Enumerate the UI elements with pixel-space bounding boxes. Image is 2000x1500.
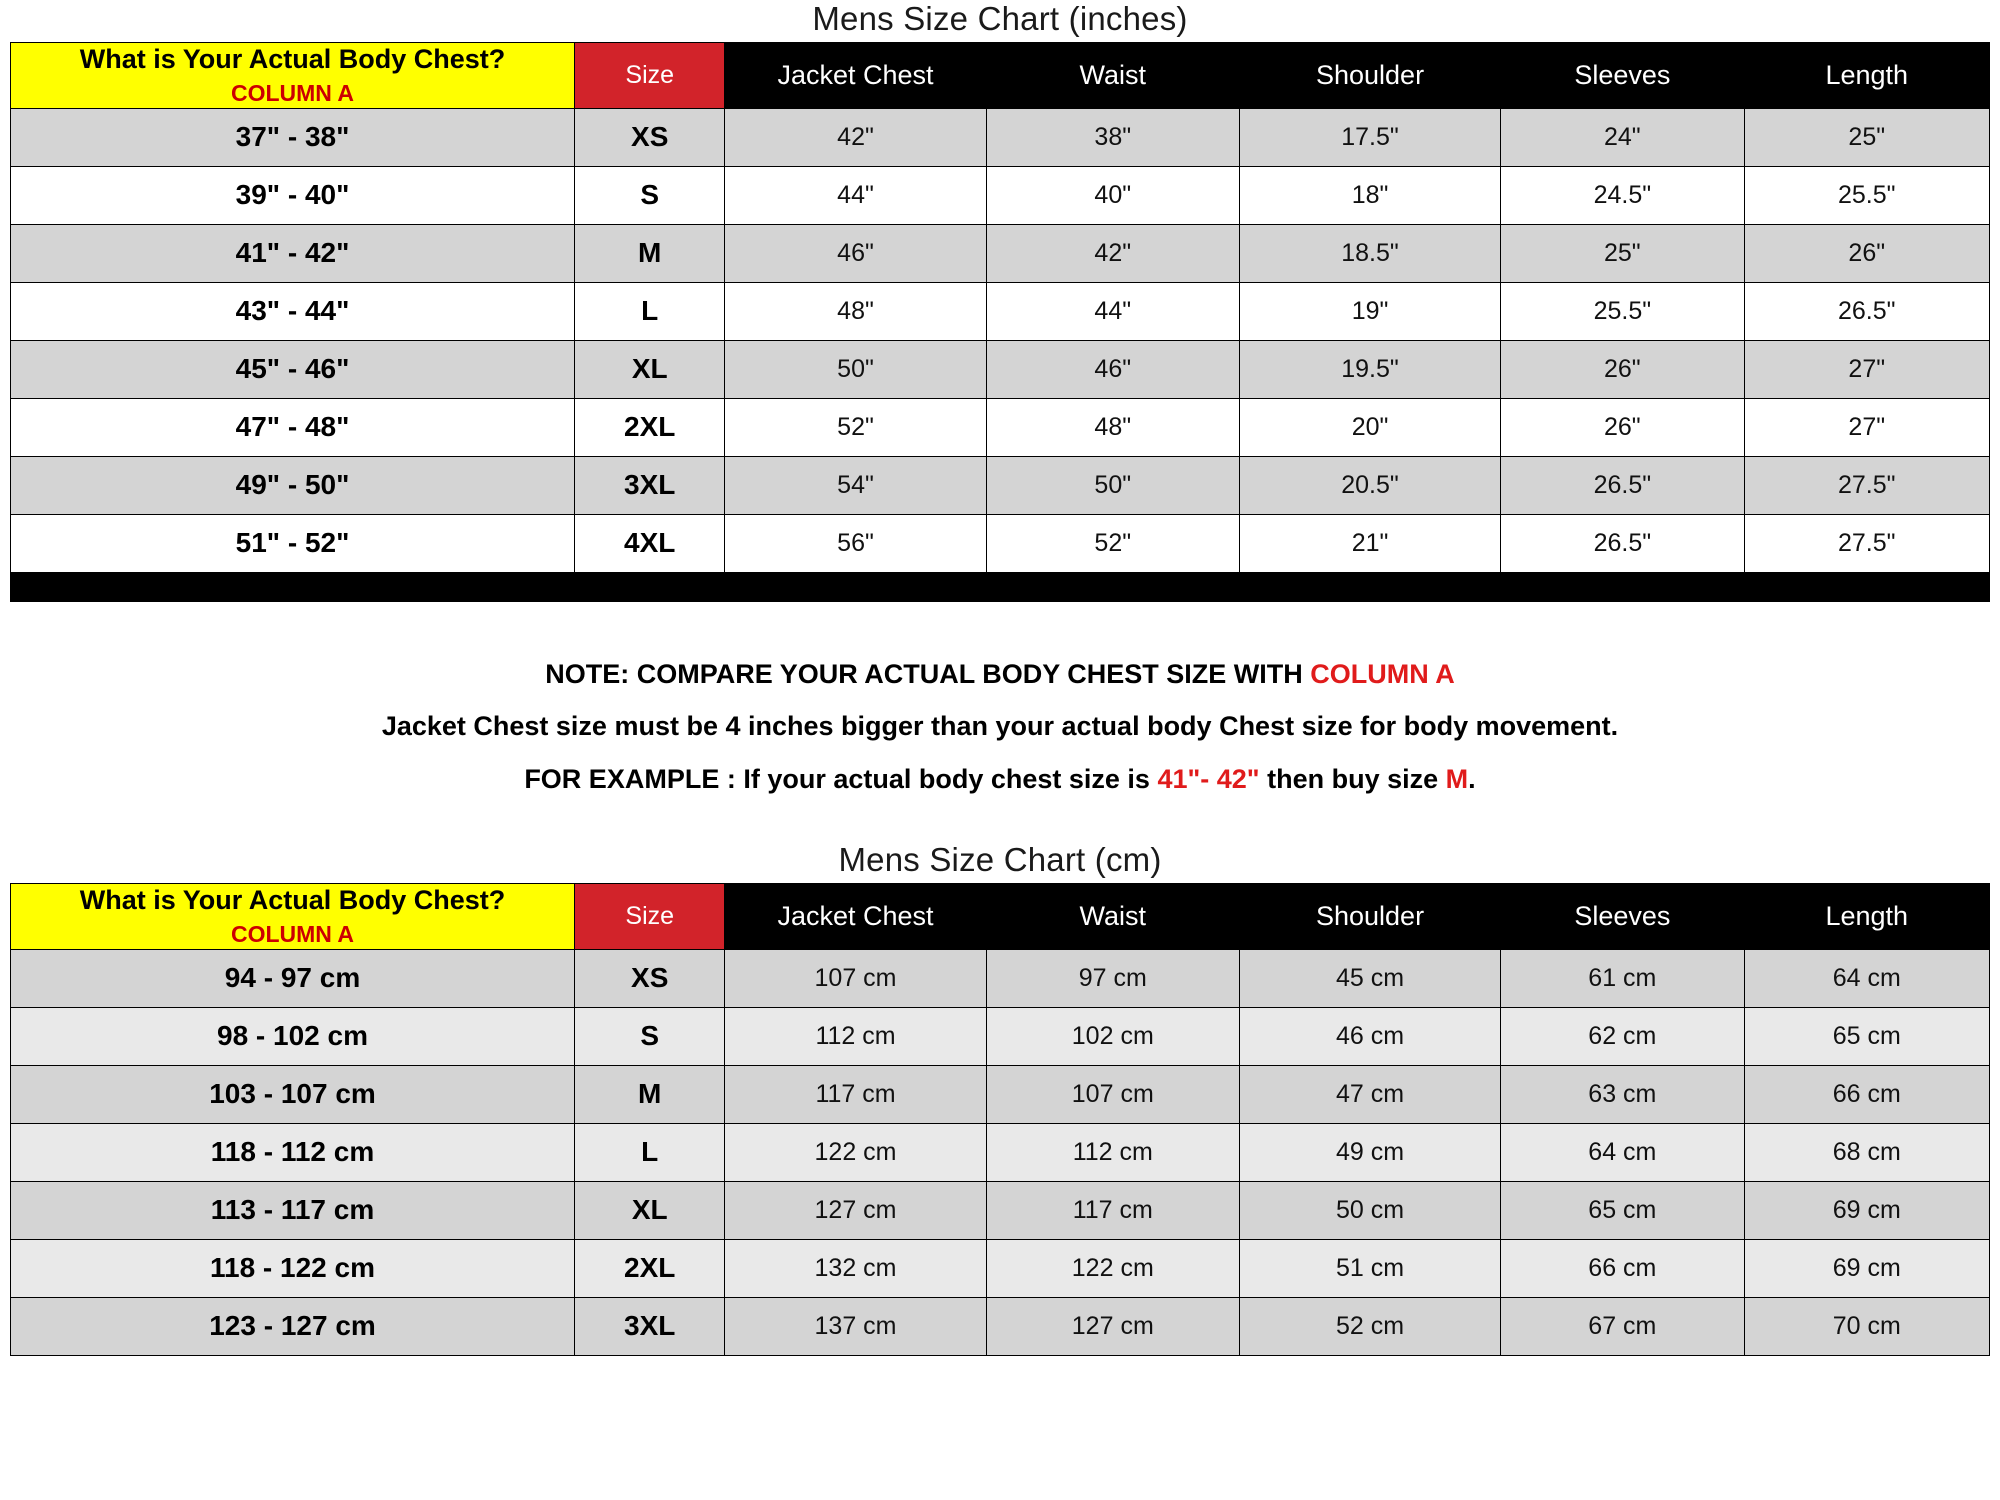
header-body-chest-cm xyxy=(11,884,575,950)
cell-length: 27" xyxy=(1744,340,1989,398)
cell-jacket-chest: 48" xyxy=(725,282,986,340)
cell-waist: 97 cm xyxy=(986,949,1239,1007)
cell-sleeves: 25.5" xyxy=(1501,282,1744,340)
table-row xyxy=(11,224,1990,282)
cell-size: 2XL xyxy=(575,1239,725,1297)
table-row xyxy=(11,340,1990,398)
cell-jacket-chest: 44" xyxy=(725,166,986,224)
inches-header-row xyxy=(11,43,1990,109)
cell-sleeves: 63 cm xyxy=(1501,1065,1744,1123)
cell-shoulder: 18.5" xyxy=(1239,224,1500,282)
header-column-a-cm-label: COLUMN A xyxy=(230,921,355,948)
table-row xyxy=(11,1181,1990,1239)
cell-waist: 117 cm xyxy=(986,1181,1239,1239)
cell-shoulder: 51 cm xyxy=(1239,1239,1500,1297)
cell-waist: 112 cm xyxy=(986,1123,1239,1181)
table-footer-strip xyxy=(11,572,1990,601)
table-row xyxy=(11,1123,1990,1181)
header-shoulder-cm: Shoulder xyxy=(1239,884,1500,950)
note-line-2: Jacket Chest size must be 4 inches bigger than your actual body Chest size for body movement. xyxy=(381,711,1619,742)
cell-jacket-chest: 132 cm xyxy=(725,1239,986,1297)
cell-body-chest: 94 - 97 cm xyxy=(11,949,575,1007)
table-row xyxy=(11,1297,1990,1355)
cell-length: 26" xyxy=(1744,224,1989,282)
note-block xyxy=(10,648,1990,806)
table-row xyxy=(11,1239,1990,1297)
cell-size: 3XL xyxy=(575,1297,725,1355)
cell-body-chest: 98 - 102 cm xyxy=(11,1007,575,1065)
note-line-3-size: M xyxy=(1445,763,1469,794)
cell-body-chest: 118 - 112 cm xyxy=(11,1123,575,1181)
cell-sleeves: 67 cm xyxy=(1501,1297,1744,1355)
table-row xyxy=(11,1065,1990,1123)
cell-sleeves: 25" xyxy=(1501,224,1744,282)
cell-shoulder: 19.5" xyxy=(1239,340,1500,398)
header-shoulder: Shoulder xyxy=(1239,43,1500,109)
cell-shoulder: 50 cm xyxy=(1239,1181,1500,1239)
cm-header-row xyxy=(11,884,1990,950)
header-waist: Waist xyxy=(986,43,1239,109)
cell-jacket-chest: 112 cm xyxy=(725,1007,986,1065)
note-line-1 xyxy=(10,648,1990,701)
cell-waist: 46" xyxy=(986,340,1239,398)
cell-size: S xyxy=(575,1007,725,1065)
cell-size: M xyxy=(575,224,725,282)
note-line-3-suffix: . xyxy=(1468,763,1476,794)
header-sleeves-cm: Sleeves xyxy=(1501,884,1744,950)
cell-length: 68 cm xyxy=(1744,1123,1989,1181)
cell-size: L xyxy=(575,282,725,340)
cm-chart-title: Mens Size Chart (cm) xyxy=(838,841,1162,879)
header-body-chest-cm-label: What is Your Actual Body Chest? xyxy=(79,885,506,916)
cell-waist: 44" xyxy=(986,282,1239,340)
table-row xyxy=(11,398,1990,456)
cell-length: 69 cm xyxy=(1744,1239,1989,1297)
cell-shoulder: 20.5" xyxy=(1239,456,1500,514)
cell-jacket-chest: 52" xyxy=(725,398,986,456)
header-length: Length xyxy=(1744,43,1989,109)
cell-body-chest: 39" - 40" xyxy=(11,166,575,224)
cell-length: 70 cm xyxy=(1744,1297,1989,1355)
cell-sleeves: 26" xyxy=(1501,340,1744,398)
cell-body-chest: 41" - 42" xyxy=(11,224,575,282)
cell-waist: 52" xyxy=(986,514,1239,572)
cell-jacket-chest: 107 cm xyxy=(725,949,986,1007)
table-row xyxy=(11,456,1990,514)
cell-jacket-chest: 127 cm xyxy=(725,1181,986,1239)
cell-sleeves: 66 cm xyxy=(1501,1239,1744,1297)
cm-chart-title-wrap xyxy=(10,841,1990,879)
black-divider xyxy=(11,572,1990,601)
cell-sleeves: 62 cm xyxy=(1501,1007,1744,1065)
cell-size: XL xyxy=(575,340,725,398)
cell-jacket-chest: 46" xyxy=(725,224,986,282)
cell-shoulder: 47 cm xyxy=(1239,1065,1500,1123)
table-row xyxy=(11,514,1990,572)
cell-body-chest: 37" - 38" xyxy=(11,108,575,166)
cell-size: 4XL xyxy=(575,514,725,572)
cell-body-chest: 118 - 122 cm xyxy=(11,1239,575,1297)
cell-body-chest: 45" - 46" xyxy=(11,340,575,398)
cell-size: XL xyxy=(575,1181,725,1239)
table-row xyxy=(11,108,1990,166)
cell-length: 66 cm xyxy=(1744,1065,1989,1123)
cell-body-chest: 51" - 52" xyxy=(11,514,575,572)
cell-size: XS xyxy=(575,108,725,166)
table-row xyxy=(11,949,1990,1007)
cell-sleeves: 61 cm xyxy=(1501,949,1744,1007)
cell-shoulder: 17.5" xyxy=(1239,108,1500,166)
note-line-3-prefix: FOR EXAMPLE : If your actual body chest size is xyxy=(524,763,1158,794)
cell-length: 65 cm xyxy=(1744,1007,1989,1065)
cell-waist: 102 cm xyxy=(986,1007,1239,1065)
cell-size: L xyxy=(575,1123,725,1181)
inches-chart-title-wrap xyxy=(10,0,1990,38)
cell-jacket-chest: 137 cm xyxy=(725,1297,986,1355)
cell-waist: 48" xyxy=(986,398,1239,456)
cell-sleeves: 24" xyxy=(1501,108,1744,166)
cell-shoulder: 21" xyxy=(1239,514,1500,572)
cell-waist: 107 cm xyxy=(986,1065,1239,1123)
cell-body-chest: 43" - 44" xyxy=(11,282,575,340)
header-sleeves: Sleeves xyxy=(1501,43,1744,109)
cell-size: 3XL xyxy=(575,456,725,514)
cell-body-chest: 123 - 127 cm xyxy=(11,1297,575,1355)
cell-shoulder: 20" xyxy=(1239,398,1500,456)
header-size-cm: Size xyxy=(575,884,725,950)
cell-length: 25.5" xyxy=(1744,166,1989,224)
inches-chart-title: Mens Size Chart (inches) xyxy=(812,0,1188,37)
cell-shoulder: 18" xyxy=(1239,166,1500,224)
cell-length: 64 cm xyxy=(1744,949,1989,1007)
cm-size-table xyxy=(10,883,1990,1356)
cell-sleeves: 64 cm xyxy=(1501,1123,1744,1181)
table-row xyxy=(11,166,1990,224)
cell-shoulder: 19" xyxy=(1239,282,1500,340)
cell-size: S xyxy=(575,166,725,224)
cell-body-chest: 47" - 48" xyxy=(11,398,575,456)
note-line-3 xyxy=(10,753,1990,806)
cell-length: 25" xyxy=(1744,108,1989,166)
cell-jacket-chest: 117 cm xyxy=(725,1065,986,1123)
cell-jacket-chest: 56" xyxy=(725,514,986,572)
cell-waist: 42" xyxy=(986,224,1239,282)
header-body-chest-label: What is Your Actual Body Chest? xyxy=(79,44,506,74)
cell-shoulder: 49 cm xyxy=(1239,1123,1500,1181)
header-jacket-chest: Jacket Chest xyxy=(725,43,986,109)
cell-sleeves: 65 cm xyxy=(1501,1181,1744,1239)
table-row xyxy=(11,1007,1990,1065)
cell-jacket-chest: 122 cm xyxy=(725,1123,986,1181)
inches-size-table xyxy=(10,42,1990,602)
cell-jacket-chest: 50" xyxy=(725,340,986,398)
cell-sleeves: 26.5" xyxy=(1501,456,1744,514)
note-line-1-prefix: NOTE: COMPARE YOUR ACTUAL BODY CHEST SIZE WITH xyxy=(545,658,1311,689)
note-line-3-size-range: 41"- 42" xyxy=(1157,763,1260,794)
table-row xyxy=(11,282,1990,340)
cell-waist: 38" xyxy=(986,108,1239,166)
cell-size: 2XL xyxy=(575,398,725,456)
cell-waist: 50" xyxy=(986,456,1239,514)
header-jacket-chest-cm: Jacket Chest xyxy=(725,884,986,950)
cell-waist: 40" xyxy=(986,166,1239,224)
cell-body-chest: 103 - 107 cm xyxy=(11,1065,575,1123)
note-line-1-column-a: COLUMN A xyxy=(1310,658,1455,689)
cell-length: 26.5" xyxy=(1744,282,1989,340)
cell-length: 27" xyxy=(1744,398,1989,456)
note-line-3-mid: then buy size xyxy=(1259,763,1446,794)
cell-sleeves: 26.5" xyxy=(1501,514,1744,572)
header-body-chest xyxy=(11,43,575,109)
cell-body-chest: 113 - 117 cm xyxy=(11,1181,575,1239)
cell-length: 27.5" xyxy=(1744,456,1989,514)
cell-length: 27.5" xyxy=(1744,514,1989,572)
cell-waist: 122 cm xyxy=(986,1239,1239,1297)
cell-shoulder: 45 cm xyxy=(1239,949,1500,1007)
cell-jacket-chest: 42" xyxy=(725,108,986,166)
cell-body-chest: 49" - 50" xyxy=(11,456,575,514)
header-column-a-label: COLUMN A xyxy=(230,79,355,106)
header-length-cm: Length xyxy=(1744,884,1989,950)
cell-sleeves: 26" xyxy=(1501,398,1744,456)
cell-size: M xyxy=(575,1065,725,1123)
cell-shoulder: 46 cm xyxy=(1239,1007,1500,1065)
cell-length: 69 cm xyxy=(1744,1181,1989,1239)
cell-size: XS xyxy=(575,949,725,1007)
header-waist-cm: Waist xyxy=(986,884,1239,950)
cell-shoulder: 52 cm xyxy=(1239,1297,1500,1355)
cell-sleeves: 24.5" xyxy=(1501,166,1744,224)
header-size: Size xyxy=(575,43,725,109)
cell-waist: 127 cm xyxy=(986,1297,1239,1355)
cell-jacket-chest: 54" xyxy=(725,456,986,514)
